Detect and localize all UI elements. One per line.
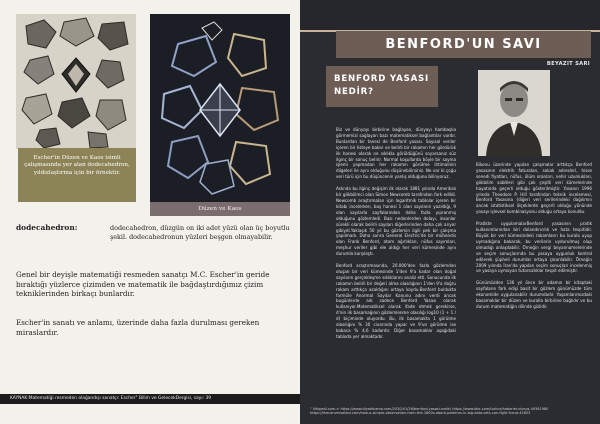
escher-polyhedra-illustration <box>16 14 136 149</box>
section-heading-line-2: NEDİR? <box>334 87 374 97</box>
header-band <box>300 0 600 30</box>
figure-caption-order-chaos: Düzen ve Kaos <box>150 202 290 216</box>
escher-order-and-chaos-illustration <box>150 14 290 202</box>
reference-line: https://theconversation.com/how-a-simple-observation-from-the-1800s-about-patterns-in-big-data-sets-can-fight-fraud-42603 <box>310 411 531 416</box>
source-citation: KAYNAK:Matematiği resmeden olağandışı sanatçı: Escher" Bilim ve GelecekDergisi, sayı: 39 <box>0 394 300 404</box>
body-paragraph: Escher'in sanatı ve anlamı, üzerinde daha fazla durulması gereken miraslardır. <box>16 318 260 337</box>
main-paragraph: Benford araştırmasında, 20.000'den fazla gözlemden oluşan bir veri kümesinde 1'den 9'a kadar olan doğal sayıların gerçekleşme sıklıklarını analiz etti. Sonucunda ilk rakamın belirli bir değeri alma olasılığının 1'den 9'a doğru rakam arttıkça azaldığını ortaya koydu.Benford buldukta formüle Anormal Sayılar Kanunu adını verdi ancak bugünlerde adı sadece Benford Yasası olarak kullanıyor.Matematiksel olarak ifade etmek gerekirse, d'nin ilk basamağının gözlemlenme olasılığı log10 (1 + 1 / d) biçiminde oluyordu. Bu, ilk basamakta 1 görülme olasılığını % 30 civarında yapar ve 9'un görülme ise kabaca % 4,6 kadardır. Diğer basamaklar aşağıdaki tabloda yer almaktadır. <box>336 263 456 339</box>
glossary-term: dodecahedron: <box>16 223 78 232</box>
glossary-entry <box>16 223 292 241</box>
references <box>310 407 596 416</box>
section-heading-line-1: BENFORD YASASI <box>334 74 430 84</box>
section-heading <box>326 66 438 107</box>
side-column <box>476 162 592 316</box>
main-column <box>336 127 456 346</box>
right-page <box>300 0 600 424</box>
article-title: BENFORD'UN SAVI <box>336 31 591 58</box>
portrait-photo <box>478 70 550 156</box>
article-author: BEYAZIT SARI <box>546 61 590 67</box>
body-paragraph: Genel bir deyişle matematiği resmeden sanatçı M.C. Escher'in geride bıraktığı yüzlerce çizimden ve matematik ile bağdaştırdığımız çizim tekniklerinden birkaçı bunlardır. <box>16 270 270 299</box>
glossary-definition: dodecahedron, düzgün on iki adet yüzü olan üç boyutlu şekil. dodecahedronun yüzleri beşgen olmayabilir. <box>110 224 290 241</box>
side-paragraph: Günümüzden 136 yıl önce bir adamın bir kitaptaki sayfaların fark edişi basit bir gözlem günümüzde tüm ekonomide uygulanabilir durumdadır. Yaşamlarımızdaki basamaklar bir düzen ve kuralla birbirine bağlıdır ve bu durum matematiğin dilinde gizlidir. <box>476 280 592 309</box>
reference-line: " Vikipedi.com-> https://www.diyadinamo.com/2020/01/26/benford-yasasi-nedir/ https://www.bbc.com/turkce/haberler-dunya-49361980 <box>310 407 549 411</box>
main-paragraph: Aslında bu ilginç değişim ilk olarak 1881 yılında Amerikalı bir gökbilimci olan Simon Newcomb tarafından fark edildi. Newcomb araştırmaları için logaritmik tablolar içeren bir kitabı incelerken, baş hanesi 1 olan sayıların yazıldığı, 9 olan sayılarla sayfalarından daha fazla yıpranmış olduğunu gözlemledi. Bazı nedenlerden dolayı, insanlar sürekli olarak belirli sayıları diğerlerinden daha çok arıyor gibiydi.Yaklaşık 50 yıl bu gözlemin ilgili pek bir çalışma yapılmadı. Daha sonra General Electric'de bir mühendis olan Frank Benford, atom ağırlıkları, nüfus sayımları, meşhur veriler gibi ele aldığı her veri kümesinde aynı durumla karşılaştı. <box>336 186 456 257</box>
side-paragraph: Pratikte uygulamalarBenford yasasının pratik kullanımlarından biri dolandırıcılık ve hata tespitidir. Büyük bir veri kümesindeki rakamların bu kurala uyup uymadığına bakarak, bu verilerin uydurulmuş olup olmadığı anlaşılabilir. Örneğin vergi beyannamelerinde ve seçim sonuçlarında bu yasaya uygunluk kontrol edilerek şüpheli durumlar ortaya çıkarılabilir. Örneğin 2009 yılında İran'da yapılan seçim sonuçları incelenmiş ve yasaya uymayan tutarsızlıklar tespit edilmiştir. <box>476 221 592 274</box>
main-paragraph: Biz ve dünyayı birbirine bağlayan, dünyayı hambaşka görmemizi sağlayan bazı matematiksel bağlantılar vardır. Bunlardan bir tanesi de Benford yasası. Sayısal veriler içeren bir listeye bakar ve belirli bir rakamın her gördürük ilk hanesi olarak ne sıklıkla görüldüğünü soyarsanız süz ilginç bir sonuç belirir. Normal koşullarda böyle bir sayma işlemi yapmadan her rakamın görülme ihtimalinin dilgeleri ile aynı olduğunu düşünebilirsiniz. Ne var ki çoğu veri türü için bu düşüncenin yanlış olduğunu bilinyoruz. <box>336 127 456 180</box>
figure-caption-dodecahedron: Escher'in Düzen ve Kaos isimli çalışmasında yer alan dodecahedron, yıldızlaştırma için bir örnektir. <box>18 148 136 202</box>
side-paragraph: Bikonu üzerinde yapılan çalışmalar arttıkça Benford yasasının elektrik faturaları, sokak adresleri, hisse senedi fiyatları, nüfus, ölüm oranları, nehir uzunlukları, gökbilim sabitleri gibi çok çeşitli veri kümelerinde hayatında geçerli olduğu gösterilmiştir. Yasanın 1996 yılında Theodore P. Hill tarafından teknik incelemesi, Benford Yasasına (diğeri veri serilerindeki dağılımın ancak istatistiksel ölçeklerde geçerli olduğu yönünde yasayı işlevsel kombinasyonu olduğu ortaya konuldu. <box>476 162 592 215</box>
